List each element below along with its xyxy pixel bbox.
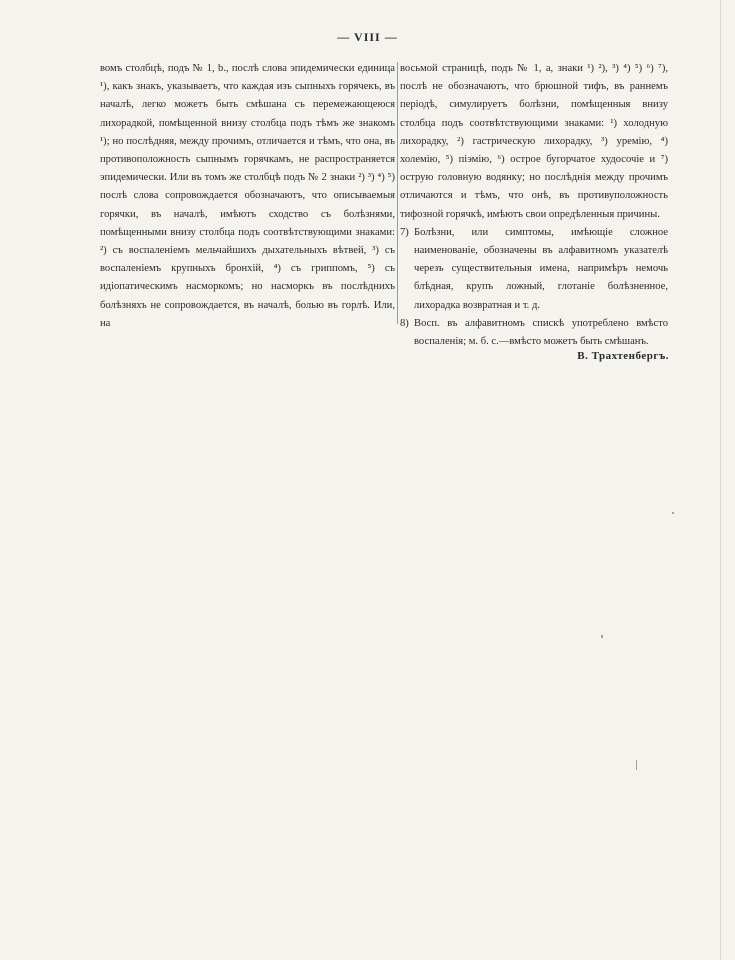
column-divider <box>397 62 398 324</box>
right-column <box>400 60 668 351</box>
right-column-continuation: восьмой страницѣ, подъ № 1, а, знаки ¹) ²), ³) ⁴) ⁵) ⁶) ⁷), послѣ не обозначаютъ, что брюшной тифъ, въ раннемъ періодѣ, симулируетъ болѣзни, помѣщенныя внизу столбца подъ соотвѣтствующими знаками: ¹) холодную лихорадку, ²) гастрическую лихорадку, ³) уремію, ⁴) холемію, ⁵) піэмію, ⁶) острое бугорчатое худосочіе и ⁷) острую головную водянку; но послѣднія между прочимъ отличаются и тѣмъ, что онѣ, въ противуположность тифозной горячкѣ, имѣютъ свои опредѣленныя причины. <box>400 63 668 220</box>
list-item-text: Болѣзни, или симптомы, имѣющіе сложное наименованіе, обозначены въ алфавитномъ указателѣ черезъ существительныя имена, напримѣръ немочь блѣдная, крупъ ложный, глотаніе болѣзненное, лихорадка возвратная и т. д. <box>414 226 668 311</box>
list-item <box>400 224 668 315</box>
page-number: — VIII — <box>337 30 398 44</box>
author-signature: В. Трахтенбергъ. <box>577 350 669 362</box>
left-column <box>100 60 395 333</box>
scan-edge-line <box>720 0 721 960</box>
scan-speck <box>601 635 603 638</box>
left-column-text: вомъ столбцѣ, подъ № 1, b., послѣ слова эпидемически единица ¹), какъ знакъ, указываетъ, что каждая изъ сыпныхъ горячекъ, въ началѣ, легко можетъ быть смѣшана съ перемежающеюся лихорадкой, помѣщенной внизу столбца подъ тѣмъ же знакомъ ¹); но послѣдняя, между прочимъ, отличается и тѣмъ, что она, въ противоположность сыпнымъ горячкамъ, не распространяется эпидемически. Или въ томъ же столбцѣ подъ № 2 знаки ²) ³) ⁴) ⁵) послѣ слова сопровождается обозначаютъ, что описываемыя горячки, въ началѣ, имѣютъ сходство съ болѣзнями, помѣщенными внизу столбца подъ соотвѣтствующими знаками: ²) съ воспаленіемъ мельчайшихъ дыхательныхъ вѣтвей, ³) съ воспаленіемъ крупныхъ бронхій, ⁴) съ гриппомъ, ⁵) съ идіопатическимъ насморкомъ; но насморкъ въ послѣднихъ болѣзняхъ не сопровождается, въ началѣ, болью въ горлѣ. Или, на <box>100 63 395 329</box>
list-item-number: 8) <box>400 317 409 329</box>
list-item <box>400 315 668 351</box>
scan-speck <box>636 760 637 770</box>
list-item-number: 7) <box>400 226 409 238</box>
list-item-text: Восп. въ алфавитномъ спискѣ употреблено вмѣсто воспаленія; м. б. с.—вмѣсто можетъ быть смѣшанъ. <box>414 317 668 348</box>
scan-speck <box>672 512 674 514</box>
